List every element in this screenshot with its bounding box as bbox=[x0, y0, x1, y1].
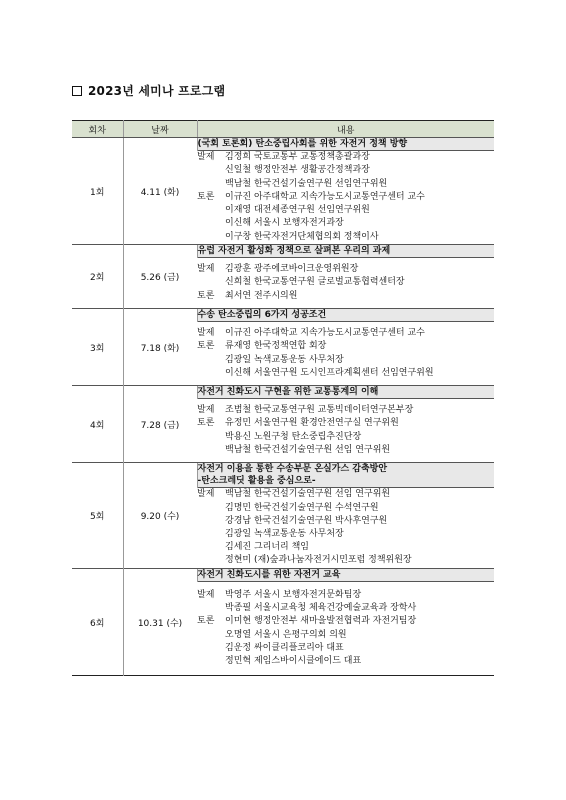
participant-name-affiliation: 최서연 전주시의원 bbox=[225, 290, 298, 301]
column-header-content: 내용 bbox=[197, 121, 494, 138]
participant-line bbox=[197, 642, 494, 655]
participant-name-affiliation: 유정민 서울연구원 환경안전연구실 연구위원 bbox=[225, 418, 399, 429]
participant-line bbox=[197, 615, 494, 628]
participant-line bbox=[197, 515, 494, 528]
participant-role bbox=[197, 502, 225, 515]
participant-role bbox=[197, 431, 225, 444]
participant-role: 발제 bbox=[197, 328, 215, 339]
participant-name-affiliation: 김정희 국토교통부 교통정책총괄과장 bbox=[225, 152, 370, 163]
session-date: 4.11 (화) bbox=[123, 138, 197, 245]
participant-line bbox=[197, 554, 494, 567]
table-row bbox=[72, 138, 494, 151]
topic-line: 유럽 자전거 활성화 정책으로 살펴본 우리의 과제 bbox=[197, 246, 391, 256]
session-topic bbox=[197, 569, 494, 582]
participant-role bbox=[197, 629, 225, 642]
participant-name-affiliation: 박영주 서울시 보행자전거문화팀장 bbox=[225, 589, 362, 600]
participant-name-affiliation: 김광일 녹색교통운동 사무처장 bbox=[225, 354, 344, 365]
participant-line bbox=[197, 589, 494, 602]
participant-role bbox=[197, 528, 225, 541]
session-date: 5.26 (금) bbox=[123, 245, 197, 309]
session-topic bbox=[197, 245, 494, 258]
page-heading bbox=[72, 82, 225, 99]
session-participants bbox=[197, 399, 494, 463]
session-participants bbox=[197, 258, 494, 309]
participant-line bbox=[197, 151, 494, 164]
session-topic bbox=[197, 309, 494, 322]
participant-role bbox=[197, 217, 225, 230]
participant-role: 토론 bbox=[197, 290, 215, 301]
participant-role: 발제 bbox=[197, 405, 215, 416]
participant-role: 발제 bbox=[197, 264, 215, 275]
session-number: 5회 bbox=[72, 463, 123, 569]
participant-name-affiliation: 이규진 아주대학교 지속가능도시교통연구센터 교수 bbox=[225, 191, 425, 202]
participant-name-affiliation: 이재영 대전세종연구원 선임연구위원 bbox=[225, 205, 370, 216]
session-number: 6회 bbox=[72, 569, 123, 676]
topic-line: 자전거 친화도시 구현을 위한 교통통계의 이해 bbox=[197, 387, 379, 397]
participant-role bbox=[197, 444, 225, 457]
participant-role: 발제 bbox=[197, 589, 215, 600]
participant-name-affiliation: 신일철 행정안전부 생활공간정책과장 bbox=[225, 165, 370, 176]
session-participants bbox=[197, 322, 494, 386]
participant-role bbox=[197, 164, 225, 177]
session-topic bbox=[197, 138, 494, 151]
participant-name-affiliation: 이신해 서울시 보행자전거과장 bbox=[225, 218, 344, 229]
participant-line bbox=[197, 354, 494, 367]
participant-role bbox=[197, 178, 225, 191]
participant-line bbox=[197, 290, 494, 303]
session-number: 4회 bbox=[72, 386, 123, 463]
participant-line bbox=[197, 263, 494, 276]
participant-line bbox=[197, 276, 494, 289]
participant-role bbox=[197, 204, 225, 217]
participant-role: 토론 bbox=[197, 616, 215, 627]
participant-role bbox=[197, 541, 225, 554]
session-date: 7.18 (화) bbox=[123, 309, 197, 386]
participant-line bbox=[197, 602, 494, 615]
participant-name-affiliation: 이미현 행정안전부 새마을발전협력과 자전거팀장 bbox=[225, 616, 417, 627]
participant-line bbox=[197, 488, 494, 501]
session-topic bbox=[197, 463, 494, 488]
seminar-program-table bbox=[72, 120, 494, 676]
session-participants bbox=[197, 488, 494, 569]
participant-name-affiliation: 이규진 아주대학교 지속가능도시교통연구센터 교수 bbox=[225, 328, 425, 339]
participant-line bbox=[197, 191, 494, 204]
participant-role bbox=[197, 367, 225, 380]
participant-role bbox=[197, 354, 225, 367]
participant-line bbox=[197, 204, 494, 217]
participant-name-affiliation: 김세진 그리너리 책임 bbox=[225, 542, 309, 553]
participant-role bbox=[197, 602, 225, 615]
participant-line bbox=[197, 502, 494, 515]
participant-name-affiliation: 백남철 한국건설기술연구원 선임연구위원 bbox=[225, 178, 388, 189]
participant-line bbox=[197, 367, 494, 380]
topic-line: -탄소크레딧 활용을 중심으로- bbox=[197, 476, 316, 486]
table-body bbox=[72, 138, 494, 676]
participant-name-affiliation: 오명열 서울시 은평구의회 의원 bbox=[225, 629, 347, 640]
participant-line bbox=[197, 629, 494, 642]
participant-line bbox=[197, 164, 494, 177]
participant-name-affiliation: 류재영 한국정책연합 회장 bbox=[225, 341, 327, 352]
session-date: 10.31 (수) bbox=[123, 569, 197, 676]
participant-name-affiliation: 이신해 서울연구원 도시인프라계획센터 선임연구위원 bbox=[225, 367, 434, 378]
participant-line bbox=[197, 404, 494, 417]
participant-role: 발제 bbox=[197, 152, 215, 163]
participant-line bbox=[197, 231, 494, 244]
participant-name-affiliation: 정현미 (재)숲과나눔자전거시민포럼 정책위원장 bbox=[225, 555, 412, 566]
participant-role bbox=[197, 554, 225, 567]
participant-role: 토론 bbox=[197, 418, 215, 429]
topic-line: (국회 토론회) 탄소중립사회를 위한 자전거 정책 방향 bbox=[197, 139, 408, 149]
participant-line bbox=[197, 541, 494, 554]
heading-text: 2023년 세미나 프로그램 bbox=[88, 84, 226, 98]
participant-name-affiliation: 김명민 한국건설기술연구원 수석연구원 bbox=[225, 502, 379, 513]
participant-role: 토론 bbox=[197, 191, 215, 202]
table-header-row bbox=[72, 121, 494, 138]
column-header-date: 날짜 bbox=[123, 121, 197, 138]
participant-name-affiliation: 강경남 한국건설기술연구원 박사후연구원 bbox=[225, 515, 388, 526]
topic-line: 자전거 친화도시를 위한 자전거 교육 bbox=[197, 570, 341, 580]
participant-role bbox=[197, 231, 225, 244]
participant-line bbox=[197, 655, 494, 668]
participant-line bbox=[197, 340, 494, 353]
session-number: 2회 bbox=[72, 245, 123, 309]
column-header-session: 회차 bbox=[72, 121, 123, 138]
participant-name-affiliation: 김광일 녹색교통운동 사무처장 bbox=[225, 529, 344, 539]
participant-name-affiliation: 백남철 한국건설기술연구원 선임 연구위원 bbox=[225, 489, 391, 500]
participant-role: 토론 bbox=[197, 341, 215, 352]
table-row bbox=[72, 309, 494, 322]
participant-name-affiliation: 정민혁 제임스바이시클에이드 대표 bbox=[225, 655, 362, 666]
session-participants bbox=[197, 151, 494, 245]
participant-name-affiliation: 박용신 노원구청 탄소중립추진단장 bbox=[225, 431, 362, 442]
topic-line: 자전거 이용을 통한 수송부문 온실가스 감축방안 bbox=[197, 464, 388, 474]
session-participants bbox=[197, 582, 494, 676]
participant-name-affiliation: 신희철 한국교통연구원 글로벌교통협력센터장 bbox=[225, 277, 405, 288]
table-row bbox=[72, 463, 494, 488]
topic-line: 수송 탄소중립의 6가지 성공조건 bbox=[197, 310, 327, 320]
session-date: 7.28 (금) bbox=[123, 386, 197, 463]
participant-name-affiliation: 김광훈 광주에코바이크운영위원장 bbox=[225, 264, 359, 275]
session-date: 9.20 (수) bbox=[123, 463, 197, 569]
participant-role bbox=[197, 276, 225, 289]
participant-role bbox=[197, 655, 225, 668]
participant-line bbox=[197, 217, 494, 230]
session-number: 1회 bbox=[72, 138, 123, 245]
session-number: 3회 bbox=[72, 309, 123, 386]
participant-role bbox=[197, 515, 225, 528]
table-row bbox=[72, 245, 494, 258]
participant-name-affiliation: 백남철 한국건설기술연구원 선임 연구위원 bbox=[225, 444, 391, 455]
table-row bbox=[72, 569, 494, 582]
participant-name-affiliation: 조범철 한국교통연구원 교통빅데이터연구본부장 bbox=[225, 405, 414, 416]
participant-line bbox=[197, 178, 494, 191]
session-topic bbox=[197, 386, 494, 399]
participant-line bbox=[197, 417, 494, 430]
participant-line bbox=[197, 528, 494, 541]
square-bullet-icon bbox=[72, 86, 82, 96]
participant-line bbox=[197, 327, 494, 340]
participant-name-affiliation: 이구창 한국자전거단체협의회 정책이사 bbox=[225, 231, 379, 242]
participant-role bbox=[197, 642, 225, 655]
participant-name-affiliation: 김운정 싸이클리플코리아 대표 bbox=[225, 642, 344, 653]
participant-line bbox=[197, 431, 494, 444]
participant-line bbox=[197, 444, 494, 457]
participant-name-affiliation: 박종필 서울시교육청 체육건강예술교육과 장학사 bbox=[225, 603, 417, 614]
participant-role: 발제 bbox=[197, 489, 215, 500]
table-row bbox=[72, 386, 494, 399]
